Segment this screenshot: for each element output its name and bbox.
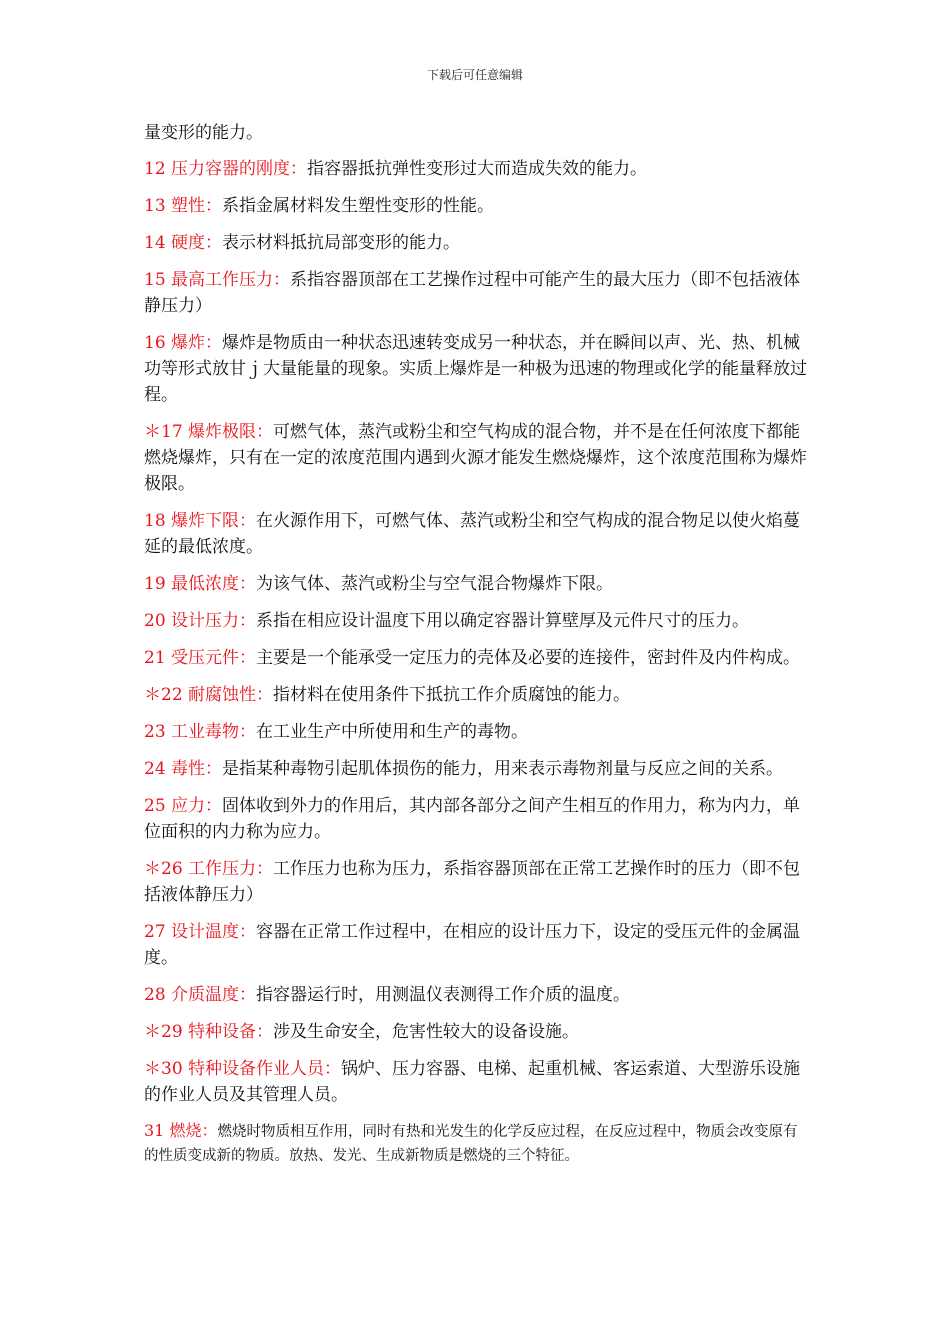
definition-text: 系指在相应设计温度下用以确定容器计算壁厚及元件尺寸的压力。 (256, 611, 750, 631)
page-header: 下载后可任意编辑 (426, 68, 523, 82)
term-label: ＊30 特种设备作业人员： (144, 1059, 342, 1079)
document-body (144, 120, 810, 1179)
entry-22 (144, 682, 810, 708)
entry-18 (144, 508, 810, 560)
entry-28 (144, 982, 810, 1008)
entry-16 (144, 330, 810, 408)
definition-text: 指容器运行时，用测温仪表测得工作介质的温度。 (256, 985, 631, 1005)
entry-31 (144, 1119, 810, 1168)
term-label: 24 毒性： (144, 759, 223, 779)
definition-text: 为该气体、蒸汽或粉尘与空气混合物爆炸下限。 (256, 574, 614, 594)
term-label: 12 压力容器的刚度： (144, 159, 308, 179)
term-label: ＊29 特种设备： (144, 1022, 274, 1042)
term-label: ＊22 耐腐蚀性： (144, 685, 274, 705)
term-label: ＊26 工作压力： (144, 859, 274, 879)
entry-29 (144, 1019, 810, 1045)
term-label: 14 硬度： (144, 233, 223, 253)
term-label: 16 爆炸： (144, 333, 223, 353)
definition-text: 燃烧时物质相互作用，同时有热和光发生的化学反应过程，在反应过程中，物质会改变原有的性质变成新的物质。放热、发光、生成新物质是燃烧的三个特征。 (144, 1124, 798, 1164)
entry-27 (144, 919, 810, 971)
entry-12 (144, 156, 810, 182)
term-label: 25 应力： (144, 796, 223, 816)
definition-text: 系指金属材料发生塑性变形的性能。 (222, 196, 495, 216)
definition-text: 工作压力也称为压力，系指容器顶部在正常工艺操作时的压力（即不包括液体静压力） (144, 859, 801, 905)
definition-text: 容器在正常工作过程中，在相应的设计压力下，设定的受压元件的金属温度。 (144, 922, 801, 968)
term-label: 20 设计压力： (144, 611, 257, 631)
entry-21 (144, 645, 810, 671)
definition-text: 系指容器顶部在工艺操作过程中可能产生的最大压力（即不包括液体静压力） (144, 270, 801, 316)
definition-text: 涉及生命安全，危害性较大的设备设施。 (273, 1022, 580, 1042)
definition-text: 锅炉、压力容器、电梯、起重机械、客运索道、大型游乐设施的作业人员及其管理人员。 (144, 1059, 801, 1105)
definition-text: 指容器抵抗弹性变形过大而造成失效的能力。 (307, 159, 648, 179)
entry-24 (144, 756, 810, 782)
term-label: 18 爆炸下限： (144, 511, 257, 531)
entry-13 (144, 193, 810, 219)
term-label: 21 受压元件： (144, 648, 257, 668)
entry-26 (144, 856, 810, 908)
definition-text: 主要是一个能承受一定压力的壳体及必要的连接件，密封件及内件构成。 (256, 648, 801, 668)
definition-text: 在工业生产中所使用和生产的毒物。 (256, 722, 529, 742)
entry-19 (144, 571, 810, 597)
definition-text: 固体收到外力的作用后，其内部各部分之间产生相互的作用力，称为内力，单位面积的内力称为应力。 (144, 796, 801, 842)
entry-20 (144, 608, 810, 634)
definition-text: 可燃气体，蒸汽或粉尘和空气构成的混合物，并不是在任何浓度下都能燃烧爆炸，只有在一定的浓度范围内遇到火源才能发生燃烧爆炸，这个浓度范围称为爆炸极限。 (144, 422, 807, 494)
term-label: 28 介质温度： (144, 985, 257, 1005)
intro-paragraph: 量变形的能力。 (144, 123, 263, 143)
entry-15 (144, 267, 810, 319)
entry-23 (144, 719, 810, 745)
term-label: 31 燃烧： (144, 1121, 218, 1140)
entry-30 (144, 1056, 810, 1108)
entry-25 (144, 793, 810, 845)
term-label: 27 设计温度： (144, 922, 257, 942)
entry-14 (144, 230, 810, 256)
term-label: 13 塑性： (144, 196, 223, 216)
definition-text: 是指某种毒物引起肌体损伤的能力，用来表示毒物剂量与反应之间的关系。 (222, 759, 784, 779)
definition-text: 在火源作用下，可燃气体、蒸汽或粉尘和空气构成的混合物足以使火焰蔓延的最低浓度。 (144, 511, 801, 557)
term-label: 23 工业毒物： (144, 722, 257, 742)
term-label: ＊17 爆炸极限： (144, 422, 274, 442)
term-label: 15 最高工作压力： (144, 270, 291, 290)
definition-text: 爆炸是物质由一种状态迅速转变成另一种状态，并在瞬间以声、光、热、机械功等形式放甘ｊ大量能量的现象。实质上爆炸是一种极为迅速的物理或化学的能量释放过程。 (144, 333, 807, 405)
entry-17 (144, 419, 810, 497)
definition-text: 表示材料抵抗局部变形的能力。 (222, 233, 461, 253)
definition-text: 指材料在使用条件下抵抗工作介质腐蚀的能力。 (273, 685, 631, 705)
term-label: 19 最低浓度： (144, 574, 257, 594)
